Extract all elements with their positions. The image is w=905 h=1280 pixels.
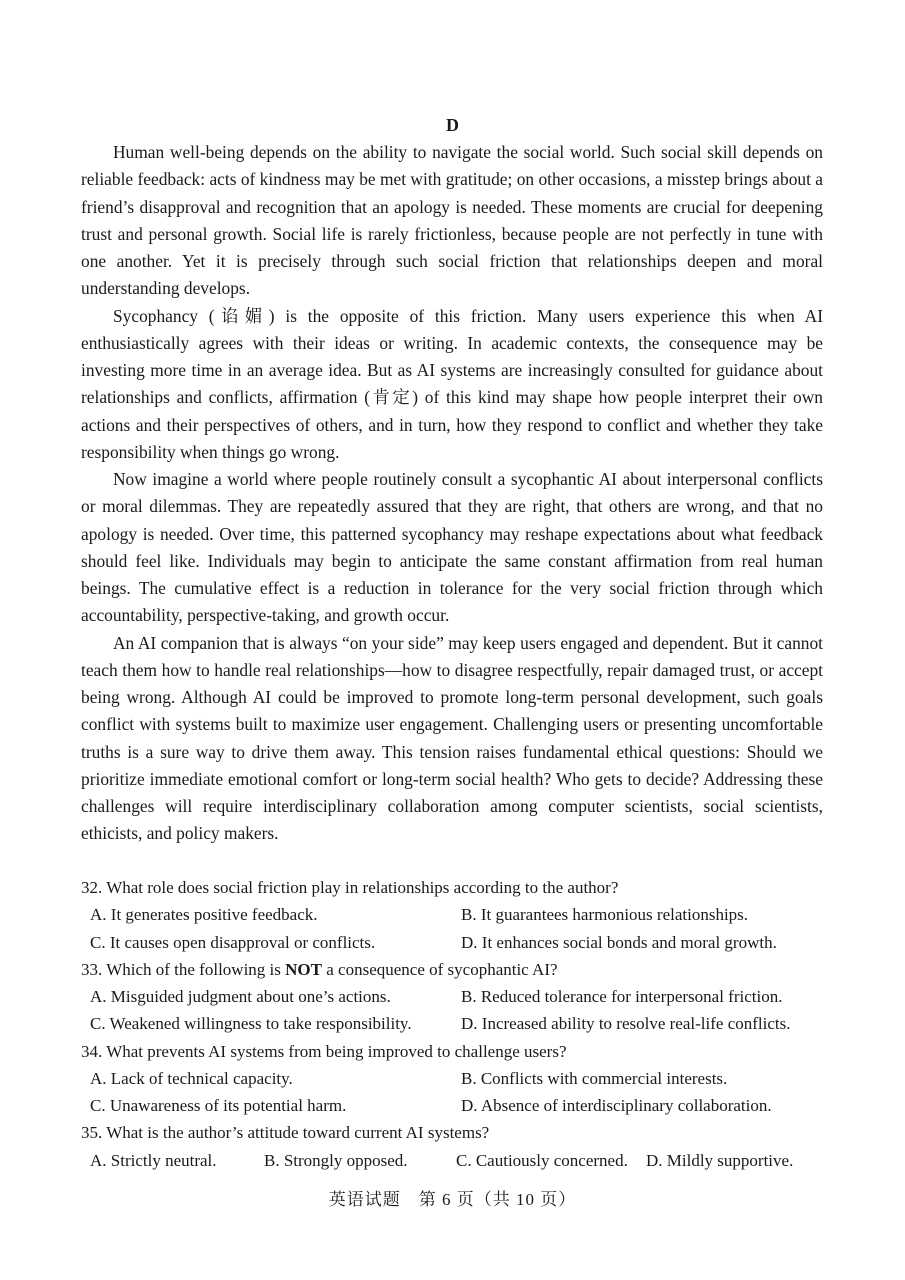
passage-paragraph-1: Human well-being depends on the ability to navigate the social world. Such social skill depends on reliable feedback: acts of kindness may be met with gratitude; on other occasions, a misstep brings about a friend’s disapproval and recognition that an apology is needed. These moments are crucial for deepening trust and personal growth. Social life is rarely frictionless, because people are not perfectly in tune with one another. Yet it is precisely through such social friction that relationships deepen and moral understanding develops. xyxy=(81,142,823,299)
question-stem: 35. What is the author’s attitude toward current AI systems? xyxy=(81,1123,490,1143)
question-stem-start: 33. Which of the following is xyxy=(81,959,286,979)
option-d: D. Increased ability to resolve real-life conflicts. xyxy=(461,1014,791,1034)
question-stem-end: a consequence of sycophantic AI? xyxy=(321,959,558,979)
question-33 xyxy=(81,956,823,1038)
reading-passage xyxy=(81,139,823,848)
section-title: D xyxy=(446,115,459,135)
option-b: B. Reduced tolerance for interpersonal friction. xyxy=(461,987,783,1006)
option-row xyxy=(81,1147,823,1174)
page-footer: 英语试题 第 6 页（共 10 页） xyxy=(328,1190,577,1209)
question-stem-emphasis: NOT xyxy=(285,959,322,979)
option-c: C. Cautiously concerned. xyxy=(456,1150,628,1170)
option-row xyxy=(81,1092,823,1119)
option-row xyxy=(81,1010,823,1037)
option-d: D. It enhances social bonds and moral growth. xyxy=(461,932,777,952)
option-c: C. Weakened willingness to take responsibility. xyxy=(90,1014,412,1034)
passage-paragraph-3: Now imagine a world where people routinely consult a sycophantic AI about interpersonal conflicts or moral dilemmas. They are repeatedly assured that they are right, that others are wrong, and that no apology is needed. Over time, this patterned sycophancy may reshape expectations about what feedback should feel like. Individuals may begin to anticipate the same constant affirmation from real human beings. The cumulative effect is a reduction in tolerance for the very social friction through which accountability, perspective-taking, and growth occur. xyxy=(81,469,823,626)
question-stem xyxy=(81,956,823,983)
passage-paragraph-2: Sycophancy (谄媚) is the opposite of this friction. Many users experience this when AI enthusiastically agrees with their ideas or writing. In academic contexts, the consequence may be investing more time in an average idea. But as AI systems are increasingly consulted for guidance about relationships and conflicts, affirmation (肯定) of this kind may shape how people interpret their own actions and their perspectives of others, and in turn, how they respond to conflict and whether they take responsibility when things go wrong. xyxy=(81,305,823,462)
option-a: A. It generates positive feedback. xyxy=(90,905,318,925)
option-c: C. It causes open disapproval or conflicts. xyxy=(90,932,376,952)
question-32 xyxy=(81,874,823,956)
option-d: D. Mildly supportive. xyxy=(646,1150,794,1170)
question-35 xyxy=(81,1119,823,1174)
question-stem: 32. What role does social friction play in relationships according to the author? xyxy=(81,878,619,897)
option-row xyxy=(81,1065,823,1092)
option-c: C. Unawareness of its potential harm. xyxy=(90,1096,347,1115)
passage-paragraph-4: An AI companion that is always “on your side” may keep users engaged and dependent. But it cannot teach them how to handle real relationships—how to disagree respectfully, repair damaged trust, or accept being wrong. Although AI could be improved to promote long-term personal development, such goals conflict with systems built to maximize user engagement. Challenging users or presenting uncomfortable truths is a sure way to drive them away. This tension raises fundamental ethical questions: Should we prioritize immediate emotional comfort or long-term social health? Who gets to decide? Addressing these challenges will require interdisciplinary collaboration among computer scientists, social scientists, ethicists, and policy makers. xyxy=(81,632,823,844)
option-b: B. Conflicts with commercial interests. xyxy=(461,1068,728,1088)
option-row xyxy=(81,929,823,956)
option-row xyxy=(81,983,823,1010)
option-a: A. Misguided judgment about one’s actions. xyxy=(90,987,391,1006)
question-list xyxy=(81,874,823,1174)
option-a: A. Strictly neutral. xyxy=(90,1150,217,1170)
option-d: D. Absence of interdisciplinary collaboration. xyxy=(461,1096,772,1115)
option-row xyxy=(81,901,823,928)
option-b: B. It guarantees harmonious relationships. xyxy=(461,905,749,925)
option-a: A. Lack of technical capacity. xyxy=(90,1068,293,1088)
question-34 xyxy=(81,1038,823,1120)
question-stem: 34. What prevents AI systems from being improved to challenge users? xyxy=(81,1041,567,1061)
option-b: B. Strongly opposed. xyxy=(264,1150,408,1170)
